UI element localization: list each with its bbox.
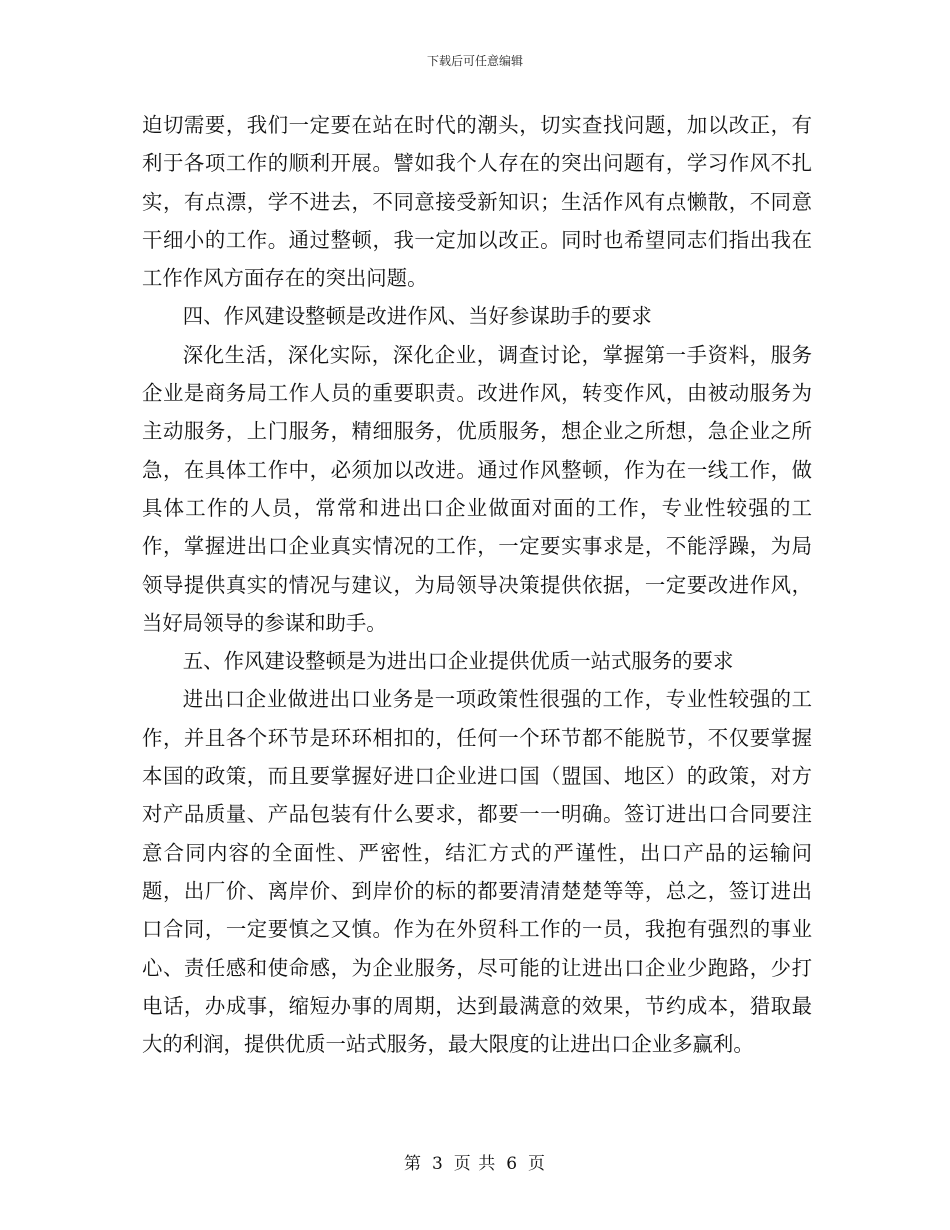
footer-suffix: 页 bbox=[528, 1154, 547, 1174]
paragraph: 迫切需要，我们一定要在站在时代的潮头，切实查找问题，加以改正，有利于各项工作的顺利开展。譬如我个人存在的突出问题有，学习作风不扎实，有点漂，学不进去，不同意接受新知识；生活作风有点懒散，不同意干细小的工作。通过整顿，我一定加以改正。同时也希望同志们指出我在工作作风方面存在的突出问题。 bbox=[142, 113, 812, 291]
section-heading: 四、作风建设整顿是改进作风、当好参谋助手的要求 bbox=[182, 304, 652, 329]
footer-middle: 页 共 bbox=[453, 1154, 497, 1174]
document-body bbox=[142, 106, 812, 1063]
total-page-count: 6 bbox=[506, 1154, 519, 1174]
page-number-footer bbox=[0, 1153, 950, 1175]
page-header: 下载后可任意编辑 bbox=[426, 54, 523, 68]
paragraph: 深化生活，深化实际，深化企业，调查讨论，掌握第一手资料，服务企业是商务局工作人员的重要职责。改进作风，转变作风，由被动服务为主动服务，上门服务，精细服务，优质服务，想企业之所想，急企业之所急，在具体工作中，必须加以改进。通过作风整顿，作为在一线工作，做具体工作的人员，常常和进出口企业做面对面的工作，专业性较强的工作，掌握进出口企业真实情况的工作，一定要实事求是，不能浮躁，为局领导提供真实的情况与建议，为局领导决策提供依据，一定要改进作风，当好局领导的参谋和助手。 bbox=[142, 342, 812, 635]
paragraph: 进出口企业做进出口业务是一项政策性很强的工作，专业性较强的工作，并且各个环节是环环相扣的，任何一个环节都不能脱节，不仅要掌握本国的政策，而且要掌握好进口企业进口国（盟国、地区）的政策，对方对产品质量、产品包装有什么要求，都要一一明确。签订进出口合同要注意合同内容的全面性、严密性，结汇方式的严谨性，出口产品的运输问题，出厂价、离岸价、到岸价的标的都要清清楚楚等等，总之，签订进出口合同，一定要慎之又慎。作为在外贸科工作的一员，我抱有强烈的事业心、责任感和使命感，为企业服务，尽可能的让进出口企业少跑路，少打电话，办成事，缩短办事的周期，达到最满意的效果，节约成本，猎取最大的利润，提供优质一站式服务，最大限度的让进出口企业多赢利。 bbox=[142, 687, 812, 1057]
current-page-number: 3 bbox=[431, 1154, 444, 1174]
footer-prefix: 第 bbox=[403, 1154, 422, 1174]
section-heading: 五、作风建设整顿是为进出口企业提供优质一站式服务的要求 bbox=[182, 649, 734, 674]
